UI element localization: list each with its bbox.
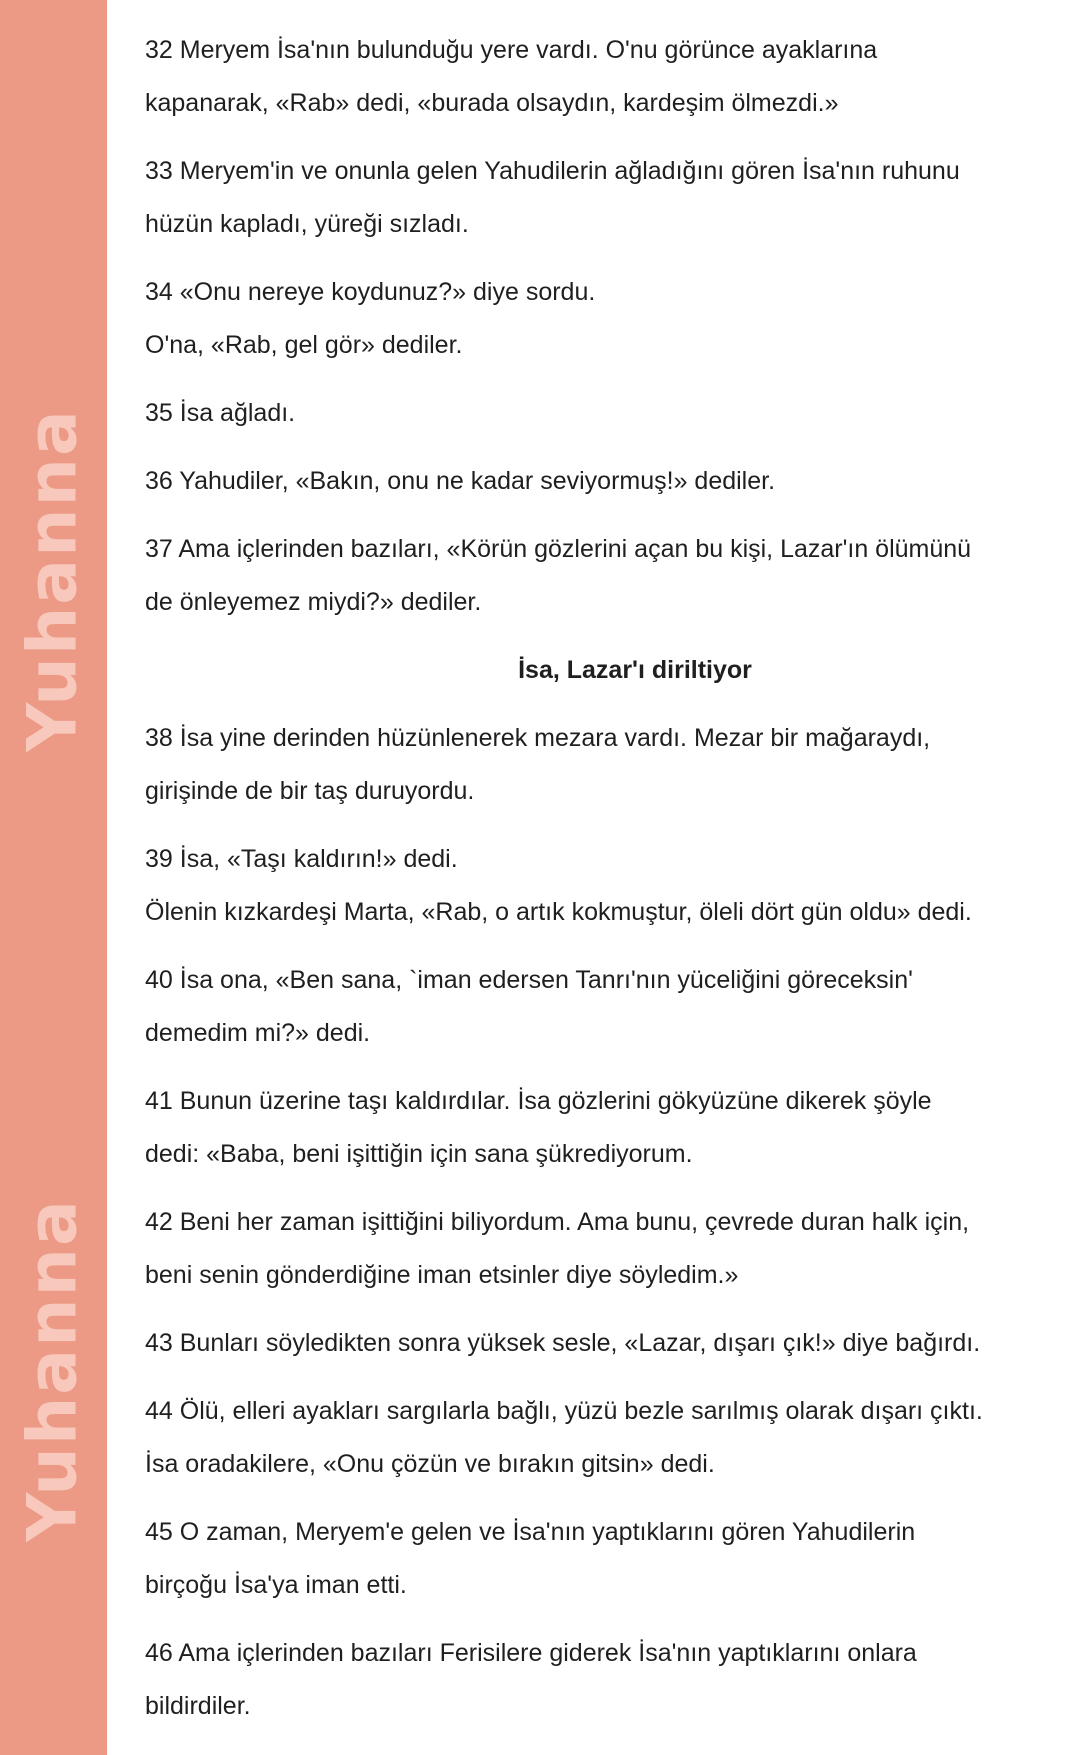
verse-paragraph xyxy=(145,523,1065,629)
verse-group xyxy=(145,712,1065,1733)
verse-paragraph xyxy=(145,145,1065,251)
verse-line: 42 Beni her zaman işittiğini biliyordum. Ama bunu, çevrede duran halk için, xyxy=(145,1208,970,1236)
verse-paragraph xyxy=(145,24,1065,130)
verse-line: girişinde de bir taş duruyordu. xyxy=(145,777,475,805)
verse-line: 41 Bunun üzerine taşı kaldırdılar. İsa gözlerini gökyüzüne dikerek şöyle xyxy=(145,1087,932,1115)
verse-line: 44 Ölü, elleri ayakları sargılarla bağlı, yüzü bezle sarılmış olarak dışarı çıktı. xyxy=(145,1397,983,1425)
sidebar-book-label: Yuhanna xyxy=(13,1198,93,1542)
verse-line: demedim mi?» dedi. xyxy=(145,1019,371,1047)
verse-line: 37 Ama içlerinden bazıları, «Körün gözlerini açan bu kişi, Lazar'ın ölümünü xyxy=(145,535,972,563)
verse-paragraph xyxy=(145,1627,1065,1733)
verse-line: Ölenin kızkardeşi Marta, «Rab, o artık kokmuştur, öleli dört gün oldu» dedi. xyxy=(145,898,972,926)
verse-line: beni senin gönderdiğine iman etsinler diye söyledim.» xyxy=(145,1261,739,1289)
verse-line: O'na, «Rab, gel gör» dediler. xyxy=(145,331,463,359)
verse-paragraph xyxy=(145,1385,1065,1491)
scripture-content xyxy=(145,24,1065,1748)
verse-paragraph xyxy=(145,455,1065,508)
verse-line: de önleyemez miydi?» dediler. xyxy=(145,588,482,616)
verse-line: 46 Ama içlerinden bazıları Ferisilere giderek İsa'nın yaptıklarını onlara xyxy=(145,1639,917,1667)
verse-paragraph xyxy=(145,266,1065,372)
verse-line: 45 O zaman, Meryem'e gelen ve İsa'nın yaptıklarını gören Yahudilerin xyxy=(145,1518,916,1546)
verse-paragraph xyxy=(145,387,1065,440)
verse-line: 35 İsa ağladı. xyxy=(145,399,296,427)
verse-line: 38 İsa yine derinden hüzünlenerek mezara vardı. Mezar bir mağaraydı, xyxy=(145,724,931,752)
verse-paragraph xyxy=(145,1317,1065,1370)
verse-line: kapanarak, «Rab» dedi, «burada olsaydın, kardeşim ölmezdi.» xyxy=(145,89,839,117)
verse-paragraph xyxy=(145,1196,1065,1302)
verse-line: 33 Meryem'in ve onunla gelen Yahudilerin ağladığını gören İsa'nın ruhunu xyxy=(145,157,960,185)
verse-line: birçoğu İsa'ya iman etti. xyxy=(145,1571,407,1599)
verse-line: İsa oradakilere, «Onu çözün ve bırakın gitsin» dedi. xyxy=(145,1450,715,1478)
sidebar xyxy=(0,0,107,1755)
verse-line: 32 Meryem İsa'nın bulunduğu yere vardı. O'nu görünce ayaklarına xyxy=(145,36,878,64)
verse-line: 39 İsa, «Taşı kaldırın!» dedi. xyxy=(145,845,458,873)
verse-paragraph xyxy=(145,954,1065,1060)
verse-line: hüzün kapladı, yüreği sızladı. xyxy=(145,210,469,238)
verse-line: 43 Bunları söyledikten sonra yüksek sesle, «Lazar, dışarı çık!» diye bağırdı. xyxy=(145,1329,981,1357)
verse-line: 40 İsa ona, «Ben sana, `iman edersen Tanrı'nın yüceliğini göreceksin' xyxy=(145,966,913,994)
verse-paragraph xyxy=(145,1506,1065,1612)
verse-paragraph xyxy=(145,1075,1065,1181)
verse-paragraph xyxy=(145,712,1065,818)
verse-line: 36 Yahudiler, «Bakın, onu ne kadar seviyormuş!» dediler. xyxy=(145,467,776,495)
verse-line: dedi: «Baba, beni işittiğin için sana şükrediyorum. xyxy=(145,1140,693,1168)
verse-line: 34 «Onu nereye koydunuz?» diye sordu. xyxy=(145,278,596,306)
section-heading: İsa, Lazar'ı diriltiyor xyxy=(518,656,752,684)
sidebar-book-label: Yuhanna xyxy=(13,408,93,752)
verse-line: bildirdiler. xyxy=(145,1692,251,1720)
verse-group xyxy=(145,24,1065,629)
verse-paragraph xyxy=(145,833,1065,939)
